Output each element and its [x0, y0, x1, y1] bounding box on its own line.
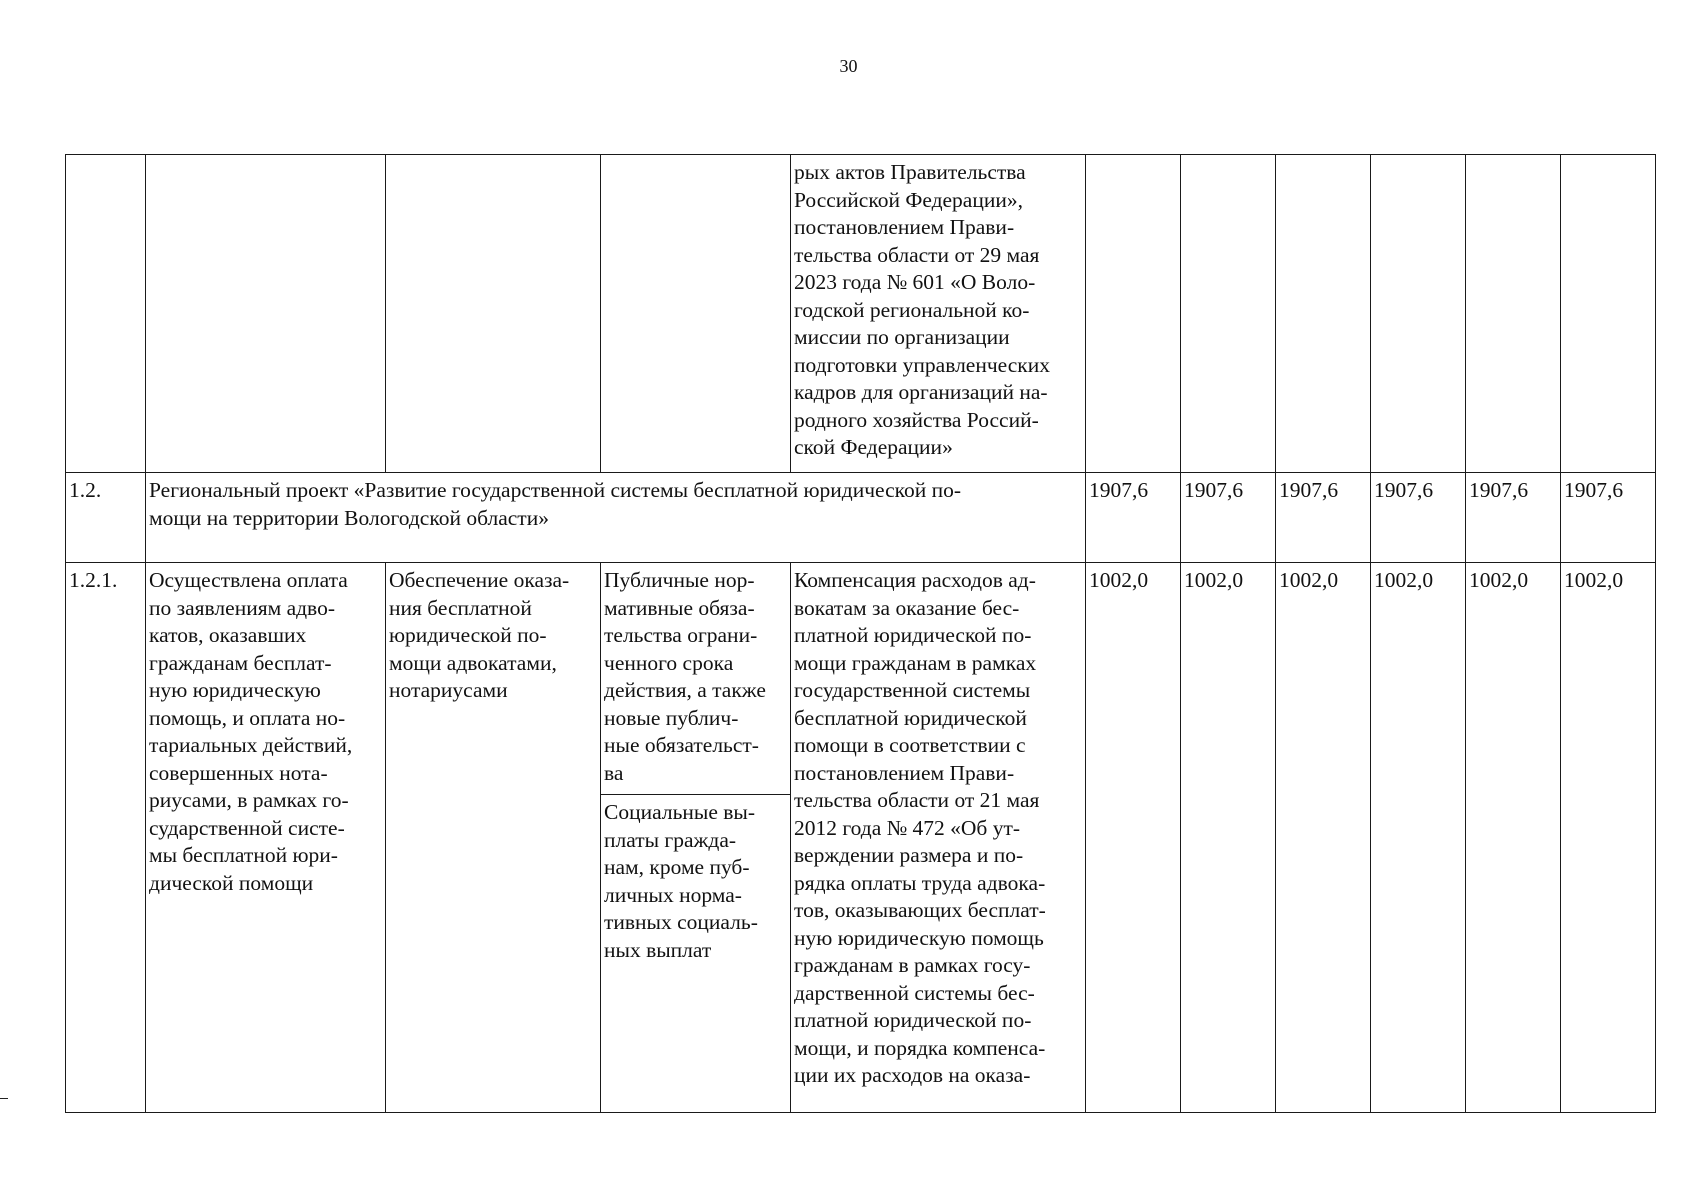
cell-value	[1181, 155, 1276, 473]
scan-edge-mark	[0, 1098, 8, 1099]
cell-value: 1907,6	[1466, 473, 1561, 563]
cell-value: 1002,0	[1561, 563, 1656, 1113]
cell-expense-type	[601, 155, 791, 473]
cell-value	[1371, 155, 1466, 473]
cell-value: 1907,6	[1371, 473, 1466, 563]
budget-table	[65, 154, 1656, 1113]
cell-value	[1466, 155, 1561, 473]
table-row	[66, 563, 1656, 795]
cell-value: 1002,0	[1181, 563, 1276, 1113]
page-number: 30	[839, 56, 858, 76]
project-title: Региональный проект «Развитие государственной системы бесплатной юридической по- мощи на территории Вологодской области»	[146, 473, 1086, 563]
cell-result	[146, 155, 386, 473]
cell-value: 1907,6	[1086, 473, 1181, 563]
cell-value: 1002,0	[1276, 563, 1371, 1113]
cell-number	[66, 155, 146, 473]
cell-value	[1276, 155, 1371, 473]
cell-number: 1.2.1.	[66, 563, 146, 1113]
cell-value: 1907,6	[1276, 473, 1371, 563]
cell-event	[386, 155, 601, 473]
cell-value: 1907,6	[1181, 473, 1276, 563]
cell-number: 1.2.	[66, 473, 146, 563]
table-row	[66, 473, 1656, 563]
cell-value: 1002,0	[1371, 563, 1466, 1113]
cell-basis: рых актов Правительства Российской Федерации», постановлением Прави- тельства области от 29 мая 2023 года № 601 «О Воло- годской региональной ко- миссии по организации подготовки управленческих кадров для организаций на- родного хозяйства Россий- ской Федерации»	[791, 155, 1086, 473]
cell-expense-type: Публичные нор- мативные обяза- тельства ограни- ченного срока действия, а также новые публич- ные обязательст- ва	[601, 563, 791, 795]
cell-basis: Компенсация расходов ад- вокатам за оказание бес- платной юридической по- мощи гражданам в рамках государственной системы бесплатной юридической помощи в соответствии с постановлением Прави- тельства области от 21 мая 2012 года № 472 «Об ут- верждении размера и по- рядка оплаты труда адвока- тов, оказывающих бесплат- ную юридическую помощь гражданам в рамках госу- дарственной системы бес- платной юридической по- мощи, и порядка компенса- ции их расходов на оказа-	[791, 563, 1086, 1113]
cell-expense-type: Социальные вы- платы гражда- нам, кроме пуб- личных норма- тивных социаль- ных выплат	[601, 795, 791, 1113]
cell-value: 1907,6	[1561, 473, 1656, 563]
table-row	[66, 155, 1656, 473]
cell-value: 1002,0	[1466, 563, 1561, 1113]
cell-event: Обеспечение оказа- ния бесплатной юридической по- мощи адвокатами, нотариусами	[386, 563, 601, 1113]
cell-value: 1002,0	[1086, 563, 1181, 1113]
cell-value	[1561, 155, 1656, 473]
cell-value	[1086, 155, 1181, 473]
cell-result: Осуществлена оплата по заявлениям адво- катов, оказавших гражданам бесплат- ную юридическую помощь, и оплата но- тариальных действий, совершенных нота- риусами, в рамках го- сударственной систе- мы бесплатной юри- дической помощи	[146, 563, 386, 1113]
